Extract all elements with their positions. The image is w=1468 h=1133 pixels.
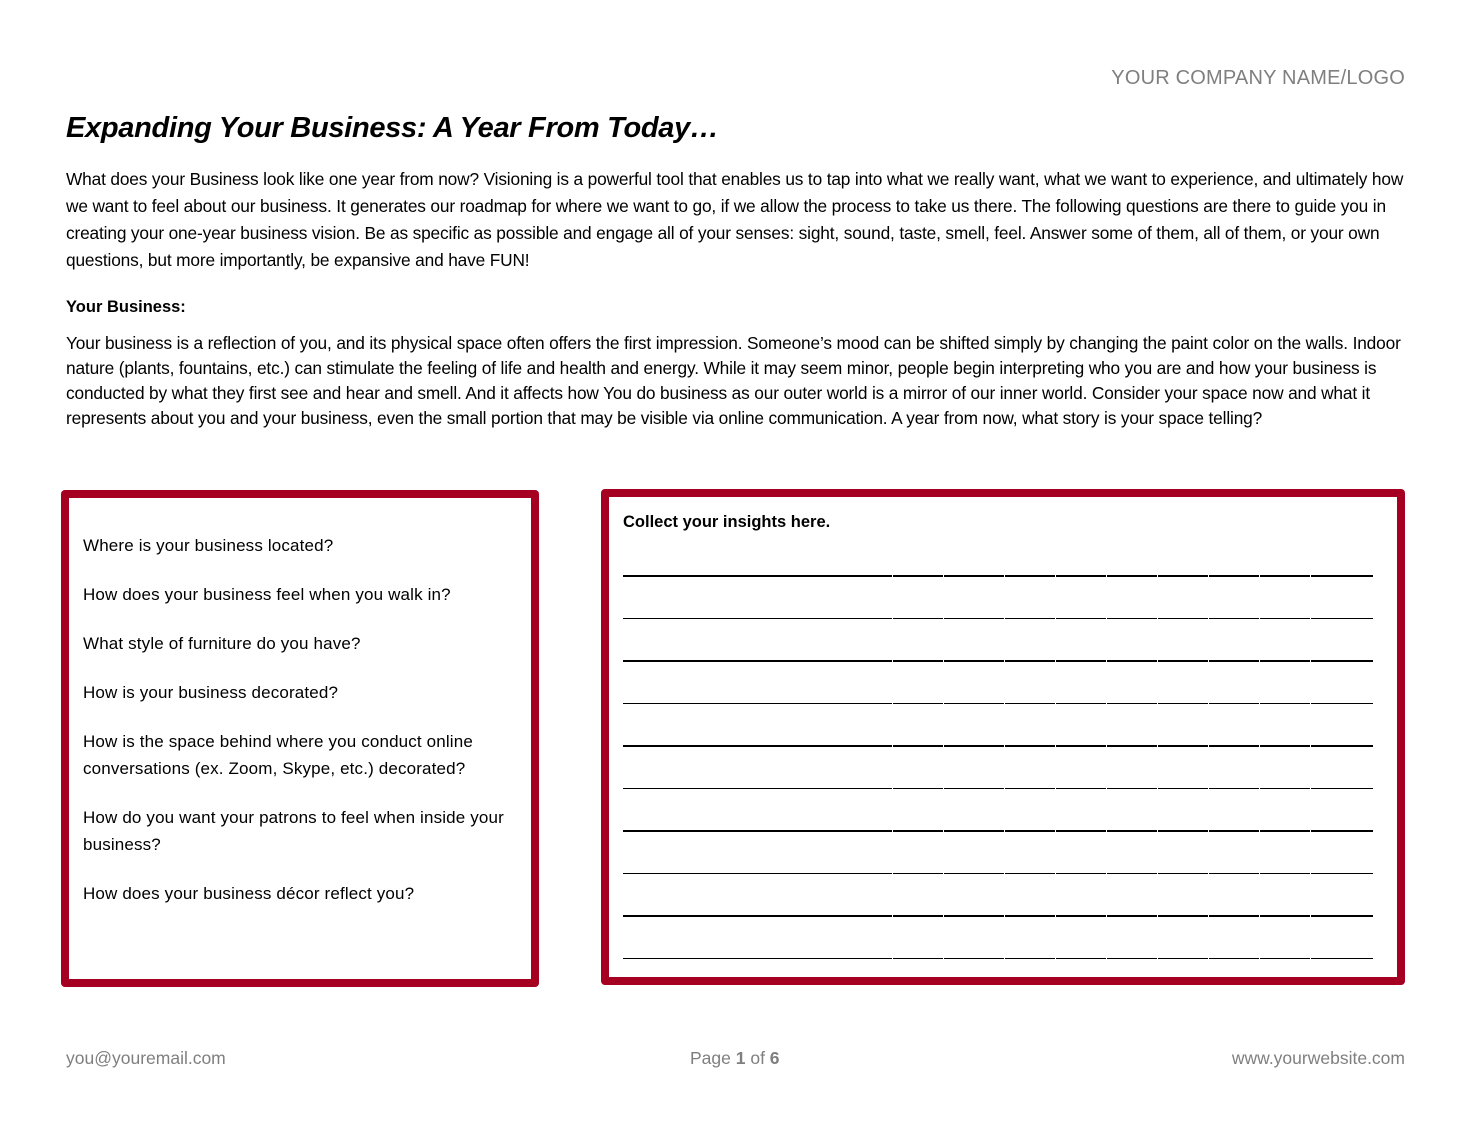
line-segment: [1005, 745, 1055, 747]
line-segment: [1056, 745, 1106, 747]
line-segment: [1005, 660, 1055, 662]
line-segment: [1260, 788, 1310, 790]
line-segment: [1311, 873, 1373, 875]
line-segment: [1005, 830, 1055, 832]
line-segment: [1005, 915, 1055, 917]
line-segment: [1056, 660, 1106, 662]
line-segment: [1209, 915, 1259, 917]
line-segment: [893, 575, 943, 577]
questions-box: [61, 490, 539, 987]
line-segment: [1107, 660, 1157, 662]
line-segment: [1107, 703, 1157, 705]
line-segment: [1260, 873, 1310, 875]
question-item: What style of furniture do you have?: [83, 634, 361, 653]
page-prefix: Page: [690, 1048, 736, 1068]
section-body: Your business is a reflection of you, and its physical space often offers the first impression. Someone’s mood can be shifted simply by changing the paint color on the walls. Indoor nature (plants, fountains, etc.) can stimulate the feeling of life and health and energy. While it may seem minor, people begin interpreting who you are and how your business is conducted by what they first see and hear and smell. And it affects how You do business as our outer world is a mirror of our inner world. Consider your space now and what it represents about you and your business, even the small portion that may be visible via online communication. A year from now, what story is your space telling?: [66, 333, 1401, 428]
line-segment: [623, 575, 892, 577]
line-segment: [1107, 873, 1157, 875]
line-segment: [944, 788, 1004, 790]
line-segment: [1209, 660, 1259, 662]
line-segment: [1158, 703, 1208, 705]
line-segment: [944, 873, 1004, 875]
line-segment: [623, 745, 892, 747]
writing-line[interactable]: [623, 915, 1374, 917]
line-segment: [623, 830, 892, 832]
line-segment: [1311, 745, 1373, 747]
line-segment: [1158, 660, 1208, 662]
line-segment: [1056, 788, 1106, 790]
page-total: 6: [769, 1048, 780, 1068]
line-segment: [1311, 915, 1373, 917]
line-segment: [1209, 788, 1259, 790]
line-segment: [893, 660, 943, 662]
line-segment: [1107, 618, 1157, 620]
line-segment: [1209, 575, 1259, 577]
line-segment: [1158, 745, 1208, 747]
line-segment: [623, 788, 892, 790]
page-title: Expanding Your Business: A Year From Today…: [66, 112, 719, 144]
writing-line[interactable]: [623, 618, 1374, 620]
line-segment: [623, 958, 892, 960]
line-segment: [1158, 830, 1208, 832]
line-segment: [1260, 830, 1310, 832]
line-segment: [1311, 830, 1373, 832]
line-segment: [1158, 873, 1208, 875]
line-segment: [1311, 958, 1373, 960]
line-segment: [623, 703, 892, 705]
line-segment: [1311, 788, 1373, 790]
line-segment: [893, 618, 943, 620]
line-segment: [623, 915, 892, 917]
footer-page-number: [690, 1048, 780, 1069]
question-item: Where is your business located?: [83, 536, 334, 555]
questions-list: [83, 532, 523, 929]
line-segment: [944, 958, 1004, 960]
page-current: 1: [735, 1048, 746, 1068]
intro-paragraph: What does your Business look like one year from now? Visioning is a powerful tool that enables us to tap into what we really want, what we want to experience, and ultimately how we want to feel about our business. It generates our roadmap for where we want to go, if we allow the process to take us there. The following questions are there to guide you in creating your one-year business vision. Be as specific as possible and engage all of your senses: sight, sound, taste, smell, feel. Answer some of them, all of them, or your own questions, but more importantly, be expansive and have FUN!: [66, 169, 1404, 270]
line-segment: [623, 618, 892, 620]
line-segment: [1260, 958, 1310, 960]
line-segment: [1005, 873, 1055, 875]
line-segment: [1158, 618, 1208, 620]
line-segment: [893, 958, 943, 960]
line-segment: [893, 788, 943, 790]
line-segment: [1158, 788, 1208, 790]
line-segment: [944, 830, 1004, 832]
line-segment: [1107, 745, 1157, 747]
line-segment: [1260, 745, 1310, 747]
line-segment: [1311, 575, 1373, 577]
line-segment: [893, 745, 943, 747]
question-item: How does your business décor reflect you?: [83, 884, 415, 903]
writing-line[interactable]: [623, 958, 1374, 960]
line-segment: [893, 703, 943, 705]
line-segment: [1311, 618, 1373, 620]
line-segment: [623, 873, 892, 875]
line-segment: [1209, 745, 1259, 747]
page-of: of: [745, 1048, 770, 1068]
question-item: How is your business decorated?: [83, 683, 339, 702]
line-segment: [1260, 915, 1310, 917]
line-segment: [893, 830, 943, 832]
line-segment: [1005, 575, 1055, 577]
line-segment: [1005, 788, 1055, 790]
writing-line[interactable]: [623, 703, 1374, 705]
line-segment: [1056, 873, 1106, 875]
line-segment: [1311, 660, 1373, 662]
line-segment: [1107, 830, 1157, 832]
line-segment: [1158, 915, 1208, 917]
question-item: How do you want your patrons to feel when inside your business?: [83, 808, 504, 854]
line-segment: [1311, 703, 1373, 705]
footer-email: you@youremail.com: [66, 1048, 226, 1068]
question-item: How is the space behind where you conduct online conversations (ex. Zoom, Skype, etc.) decorated?: [83, 732, 473, 778]
line-segment: [1209, 618, 1259, 620]
line-segment: [1107, 915, 1157, 917]
writing-line[interactable]: [623, 830, 1374, 832]
line-segment: [623, 660, 892, 662]
question-item: How does your business feel when you walk in?: [83, 585, 451, 604]
insights-label: Collect your insights here.: [623, 513, 831, 531]
line-segment: [1005, 703, 1055, 705]
line-segment: [893, 873, 943, 875]
line-segment: [1005, 958, 1055, 960]
line-segment: [1056, 575, 1106, 577]
line-segment: [1056, 958, 1106, 960]
line-segment: [1209, 958, 1259, 960]
line-segment: [944, 660, 1004, 662]
company-name-logo: YOUR COMPANY NAME/LOGO: [1111, 67, 1405, 89]
writing-line[interactable]: [623, 575, 1374, 577]
line-segment: [1209, 703, 1259, 705]
line-segment: [944, 575, 1004, 577]
line-segment: [1260, 575, 1310, 577]
footer-website: www.yourwebsite.com: [1231, 1048, 1405, 1068]
line-segment: [1260, 703, 1310, 705]
writing-line[interactable]: [623, 788, 1374, 790]
line-segment: [1158, 575, 1208, 577]
line-segment: [1158, 958, 1208, 960]
line-segment: [1005, 618, 1055, 620]
line-segment: [944, 618, 1004, 620]
line-segment: [1107, 788, 1157, 790]
line-segment: [1056, 618, 1106, 620]
writing-line[interactable]: [623, 660, 1374, 662]
insights-box: [601, 489, 1405, 985]
line-segment: [1056, 830, 1106, 832]
writing-line[interactable]: [623, 873, 1374, 875]
writing-line[interactable]: [623, 745, 1374, 747]
line-segment: [944, 703, 1004, 705]
line-segment: [944, 745, 1004, 747]
line-segment: [1107, 958, 1157, 960]
line-segment: [1260, 660, 1310, 662]
line-segment: [1056, 703, 1106, 705]
line-segment: [1209, 830, 1259, 832]
line-segment: [1107, 575, 1157, 577]
line-segment: [1260, 618, 1310, 620]
line-segment: [893, 915, 943, 917]
line-segment: [1056, 915, 1106, 917]
line-segment: [1209, 873, 1259, 875]
line-segment: [944, 915, 1004, 917]
section-heading: Your Business:: [66, 298, 186, 316]
